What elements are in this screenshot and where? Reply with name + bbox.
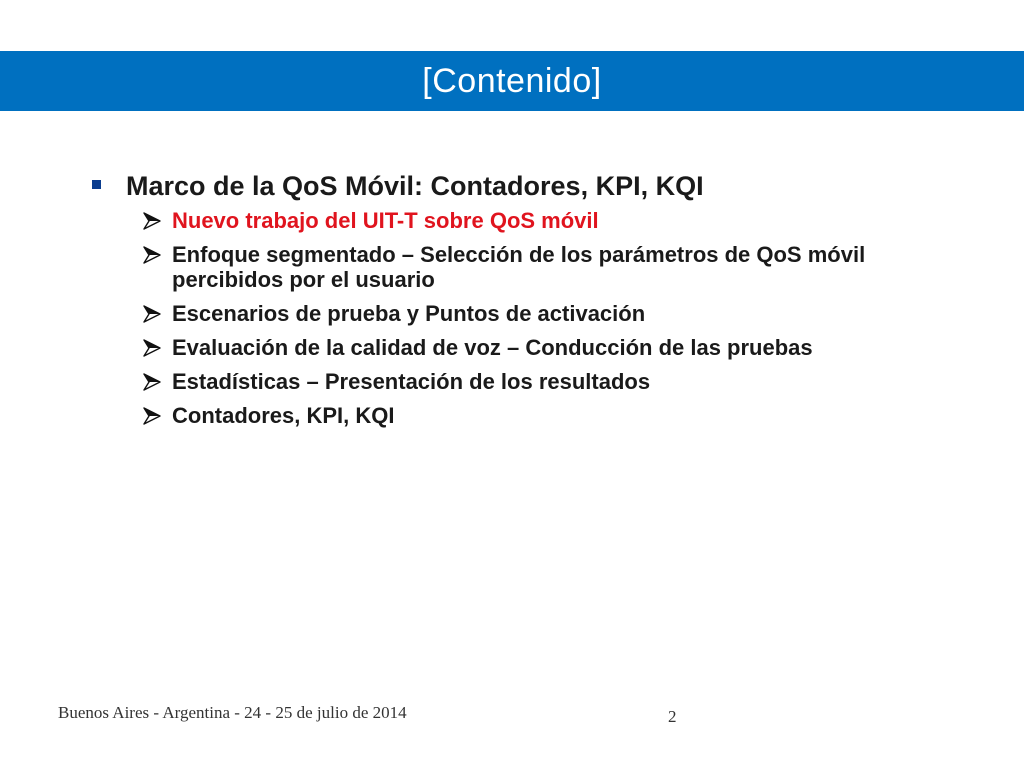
footer-location-date: Buenos Aires - Argentina - 24 - 25 de julio de 2014 [58, 703, 407, 722]
arrowhead-bullet-icon [142, 211, 162, 231]
sub-bullet-text: Evaluación de la calidad de voz – Conducción de las pruebas [172, 335, 813, 360]
sub-bullet-text: Enfoque segmentado – Selección de los parámetros de QoS móvil percibidos por el usuario [172, 242, 866, 292]
sub-bullet-item [142, 369, 970, 394]
sub-bullet-list [90, 208, 970, 428]
sub-bullet-text: Nuevo trabajo del UIT-T sobre QoS móvil [172, 208, 599, 233]
square-bullet-icon [92, 180, 101, 189]
main-bullet-item [90, 168, 970, 204]
main-bullet-text: Marco de la QoS Móvil: Contadores, KPI, KQI [126, 171, 704, 201]
sub-bullet-text: Estadísticas – Presentación de los resultados [172, 369, 651, 394]
sub-bullet-text: Escenarios de prueba y Puntos de activación [172, 301, 646, 326]
sub-bullet-item [142, 403, 970, 428]
sub-bullet-item [142, 301, 970, 326]
arrowhead-bullet-icon [142, 245, 162, 265]
sub-bullet-item [142, 208, 970, 233]
sub-bullet-item [142, 335, 970, 360]
slide-content [90, 168, 970, 437]
sub-bullet-item [142, 242, 970, 292]
title-banner [0, 51, 1024, 111]
slide-title: [Contenido] [422, 61, 602, 100]
arrowhead-bullet-icon [142, 338, 162, 358]
arrowhead-bullet-icon [142, 304, 162, 324]
slide-number: 2 [668, 707, 677, 726]
arrowhead-bullet-icon [142, 372, 162, 392]
arrowhead-bullet-icon [142, 406, 162, 426]
sub-bullet-text: Contadores, KPI, KQI [172, 403, 395, 428]
